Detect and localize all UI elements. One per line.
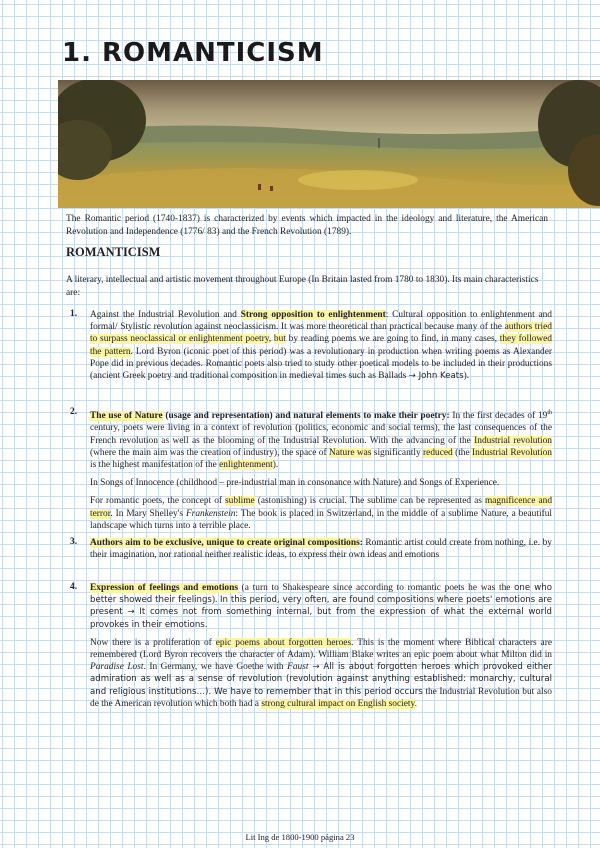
page-title: 1. ROMANTICISM xyxy=(62,38,324,68)
page-footer: Lit Ing de 1800-1900 página 23 xyxy=(245,832,355,842)
section-heading: ROMANTICISM xyxy=(66,245,161,259)
landscape-painting-illustration xyxy=(58,80,600,208)
banner-landscape-image xyxy=(58,80,600,208)
list-item-number: 2. xyxy=(70,407,78,417)
highlight: Expression of feelings and emotions xyxy=(90,583,238,593)
list-item-1 xyxy=(70,309,552,388)
intro-paragraph: A literary, intellectual and artistic movement throughout Europe (In Britain lasted from 1780 to 1830). Its main characteristics are: xyxy=(66,275,539,298)
highlight: Industrial revolution xyxy=(474,435,552,446)
highlight: The use of Nature xyxy=(90,411,163,422)
list-item-number: 4. xyxy=(70,582,78,592)
list-item-paragraph: The use of Nature (usage and representation) and natural elements to make their poetry: In the first decades of 19th century, poets were living in a context of revolution (politics, economic and social terms), the last consequences of the French revolution as well as the blooming of the Industrial Revolution. With the advancing of the Industrial revolution (where the main aim was the creation of industry), the space of Nature was significantly reduced (the Industrial Revolution is the highest manifestation of the enlightenment). xyxy=(90,410,552,470)
banner-caption: The Romantic period (1740-1837) is characterized by events which impacted in the ideology and literature, the American Revolution and Independence (1776/ 83) and the French Revolution (1789). xyxy=(66,214,548,237)
list-item-3 xyxy=(70,537,552,567)
list-item-paragraph: Against the Industrial Revolution and Strong opposition to enlightenment: Cultural opposition to enlightenment and formal/ Stylistic revolution against neoclassicism. It was more theoretical than practical because many of the authors tried to surpass neoclassical or enlightenment poetry, but by reading poems we are going to find, in many cases, they followed the pattern. Lord Byron (iconic poet of this period) was a revolutionary in production when writing poems as Alexander Pope did in previous decades. Romantic poets also tried to study other poetical models to be included in their productions (ancient Greek poetry and traditional composition in medieval times such as Ballads → John Keats). xyxy=(90,310,552,382)
list-item-paragraph: Authors aim to be exclusive, unique to create original compositions: Romantic artist could create from nothing, i.e. by their imagination, nor rational neither realistic ideas, to express their own ideas and emotions xyxy=(90,538,552,561)
highlight: enlightenment xyxy=(219,459,273,470)
highlight: they followed the pattern xyxy=(90,334,552,357)
highlight: epic poems about forgotten heroes xyxy=(215,637,352,648)
list-item-number: 3. xyxy=(70,537,78,547)
highlight: magnificence and terror xyxy=(90,496,553,519)
list-item-number: 1. xyxy=(70,309,78,319)
list-item-paragraph: Now there is a proliferation of epic poems about forgotten heroes. This is the moment where Biblical characters are remembered (Lord Byron recovers the character of Adam). William Blake writes an epic poem about what Milton did in Paradise Lost. In Germany, we have Goethe with Faust → All is about forgotten heroes which provoked either admiration as well as a sense of revolution (revolution against anything established: monarchy, cultural and religious institutions…). We have to remember that in this period occurs the Industrial Revolution but also de the American revolution which both had a strong cultural impact on English society. xyxy=(90,637,552,709)
highlight: sublime xyxy=(225,496,255,507)
highlight: strong cultural impact on English society xyxy=(261,698,415,709)
list-item-paragraph: In Songs of Innocence (childhood – pre-industrial man in consonance with Nature) and Songs of Experience. xyxy=(90,478,500,489)
list-item-paragraph: Expression of feelings and emotions (a turn to Shakespeare since according to romantic poets he was the one who better showed their feelings). In this period, very often, are found compositions where poets' emotions are present → It comes not from something internal, but from the expression of what the external world provokes in their emotions. xyxy=(90,583,552,630)
highlight: reduced xyxy=(423,447,453,458)
highlight: authors tried to surpass neoclassical or enlightenment poetry xyxy=(90,322,552,345)
list-item-4 xyxy=(70,582,552,716)
list-item-paragraph: For romantic poets, the concept of sublime (astonishing) is crucial. The sublime can be represented as magnificence and terror. In Mary Shelley's Frankenstein: The book is placed in Switzerland, in the middle of a sublime Nature, a beautiful landscape which turns into a terrible place. xyxy=(90,496,553,531)
highlight: but xyxy=(273,334,286,345)
list-item-2 xyxy=(70,407,552,538)
highlight: Industrial Revolution xyxy=(472,447,552,458)
highlight: Nature was xyxy=(328,447,372,458)
highlight: Strong opposition to enlightenment xyxy=(240,310,386,320)
highlight: Authors aim to be exclusive, unique to create original compositions xyxy=(90,538,360,548)
